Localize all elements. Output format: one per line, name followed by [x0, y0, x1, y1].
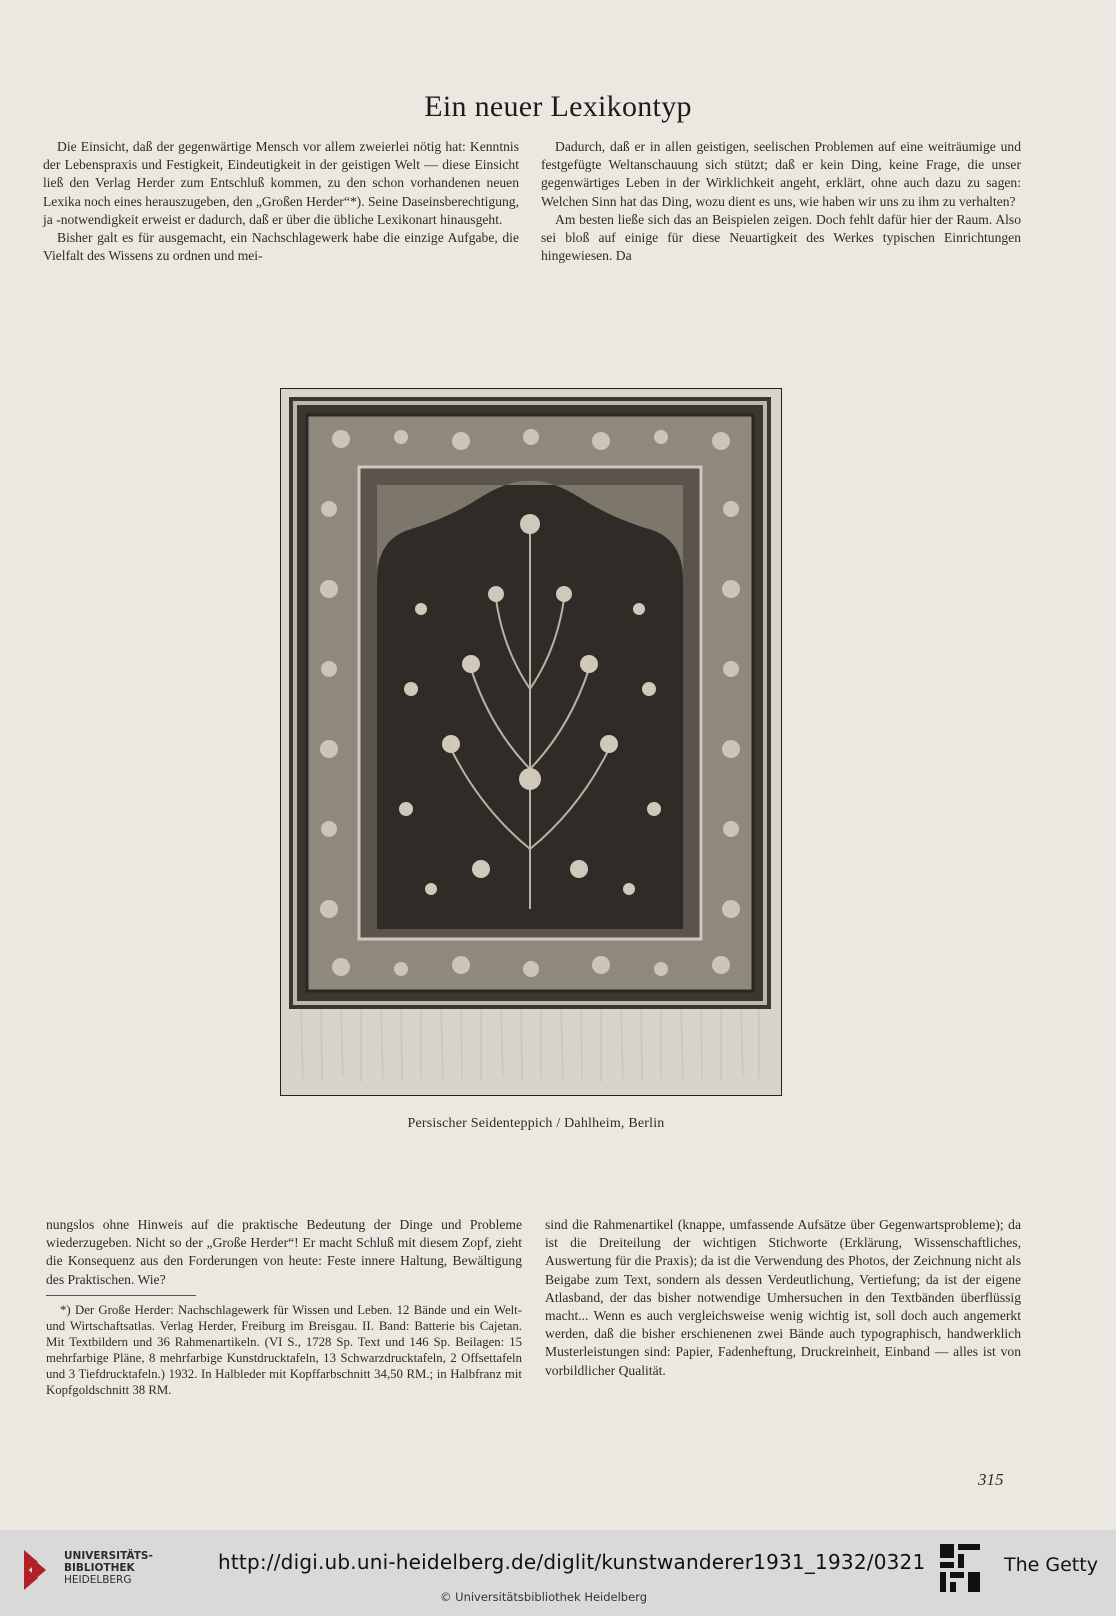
paragraph: nungslos ohne Hinweis auf die praktische Bedeutung der Dinge und Probleme wiederzugeben. Nicht so der „Große Herder“! Er macht Schluß mit diesem Zopf, zieht die Konsequenz aus den Forderungen von heute: Feste innere Haltung, Bewältigung des Praktischen. Wie?	[46, 1217, 522, 1287]
paragraph: Am besten ließe sich das an Beispielen zeigen. Doch fehlt dafür hier der Raum. Also sei bloß auf einige für diese Neuartigkeit des Werkes typischen Einrichtungen hingewiesen. Da	[541, 211, 1021, 264]
getty-logo-icon	[938, 1542, 984, 1600]
footnote: *) Der Große Herder: Nachschlagewerk für Wissen und Leben. 12 Bände und ein Welt- und Wirtschaftsatlas. Verlag Herder, Freiburg im Breisgau. II. Band: Batterie bis Cajetan. Mit Textbildern und 36 Rahmenartikeln. (VI S., 1728 Sp. Text und 146 Sp. Beilagen: 15 mehrfarbige Pläne, 8 mehrfarbige Kunstdrucktafeln, 13 Schwarzdrucktafeln, 2 Offsettafeln und 3 Tiefdrucktafeln.) 1932. In Halbleder mit Kopffarbschnitt 34,50 RM.; in Halbfranz mit Kopfgoldschnitt 38 RM.	[46, 1302, 522, 1397]
library-name-line: UNIVERSITÄTS-	[64, 1550, 153, 1562]
text-column-4	[545, 1216, 1021, 1380]
university-library-logo-icon	[18, 1544, 58, 1592]
page-number: 315	[978, 1470, 1004, 1489]
carpet-photo	[280, 388, 782, 1096]
carpet-illustration	[281, 389, 780, 1094]
paragraph: sind die Rahmenartikel (knappe, umfassende Aufsätze über Gegenwartsprobleme); da ist die Dreiteilung der wichtigen Stichworte (Erklärung, Wissenschaftliches, Auswertung für die Praxis); da ist die Verwendung des Photos, der Zeichnung nicht als Beigabe zum Text, sondern als dessen Verdeutlichung, Vertiefung; da ist der eigene Atlasband, der das bisher notwendige Umhersuchen in den Textbänden überflüssig macht... Wenn es auch vergleichsweise wenig wichtig ist, soll doch auch angemerkt werden, daß die bisher erschienenen zwei Bände auch typographisch, handwerklich Musterleistungen sind: Papier, Fadenheftung, Druckreinheit, Einband — alles ist von vorbildlicher Qualität.	[545, 1217, 1021, 1378]
library-name-line: BIBLIOTHEK	[64, 1562, 135, 1574]
paragraph: Dadurch, daß er in allen geistigen, seelischen Problemen auf eine weiträumige und festgefügte Weltanschauung sich stützt; daß er kein Ding, keine Frage, die unser gegenwärtiges Leben in der Wirklichkeit angeht, erklärt, ohne auch dazu zu sagen: Welchen Sinn hat das Ding, wozu dient es uns, wie haben wir uns zu ihm zu verhalten?	[541, 139, 1021, 209]
paragraph: Bisher galt es für ausgemacht, ein Nachschlagewerk habe die einzige Aufgabe, die Vielfalt des Wissens zu ordnen und mei-	[43, 230, 519, 264]
copyright-notice: © Universitätsbibliothek Heidelberg	[440, 1590, 648, 1604]
text-column-2	[541, 138, 1021, 265]
viewer-footer	[0, 1530, 1116, 1616]
library-name	[64, 1550, 153, 1586]
paragraph: Die Einsicht, daß der gegenwärtige Mensch vor allem zweierlei nötig hat: Kenntnis der Lebenspraxis und Festigkeit, Eindeutigkeit in der geistigen Welt — diese Einsicht ließ den Verlag Herder zum Entschluß kommen, zu den schon vorhandenen neuen Lexika noch eines herauszugeben, den „Großen Herder“*). Seine Daseinsberechtigung, ja -notwendigkeit erweist er dadurch, daß er über die übliche Lexikonart hinausgeht.	[43, 139, 519, 227]
permalink-url[interactable]: http://digi.ub.uni-heidelberg.de/diglit/kunstwanderer1931_1932/0321	[218, 1550, 926, 1574]
article-title: Ein neuer Lexikontyp	[424, 90, 692, 123]
text-column-1	[43, 138, 519, 265]
getty-name: The Getty	[1004, 1554, 1098, 1576]
text-column-3	[46, 1216, 522, 1398]
figure-caption: Persischer Seidenteppich / Dahlheim, Berlin	[407, 1116, 665, 1131]
footnote-divider	[46, 1295, 196, 1296]
library-name-line: HEIDELBERG	[64, 1574, 132, 1586]
